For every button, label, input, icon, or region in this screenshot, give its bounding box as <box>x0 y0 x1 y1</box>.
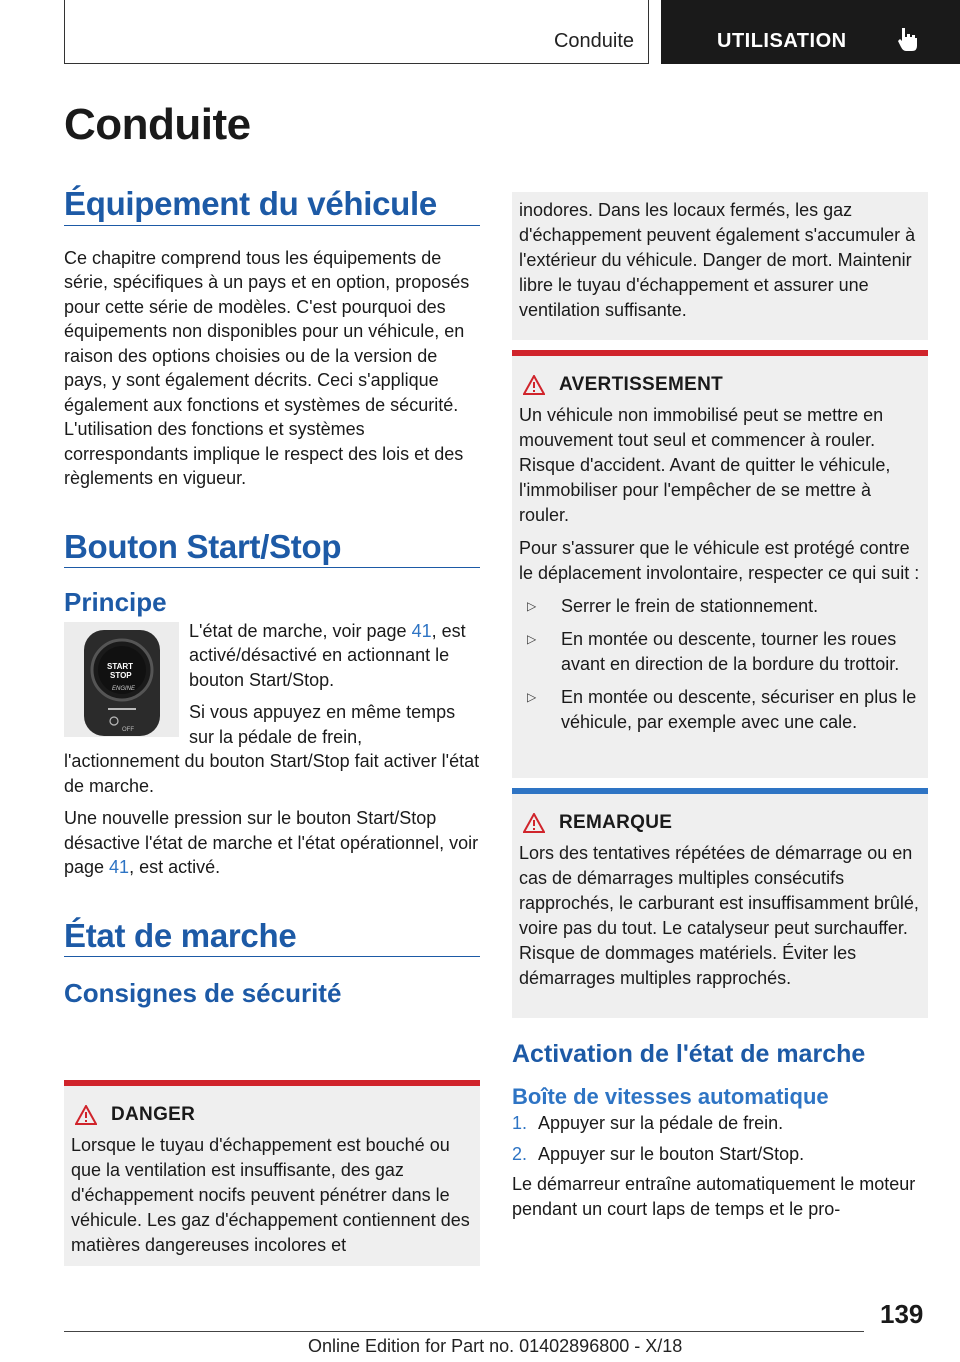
list-item <box>519 627 921 677</box>
step-number: 2. <box>512 1143 528 1164</box>
photo-label-start: START <box>107 661 134 671</box>
photo-label-off: OFF <box>122 726 134 733</box>
heading-etat-de-marche: État de marche <box>64 924 480 958</box>
avertissement-box <box>512 350 928 778</box>
hand-pointer-icon <box>897 26 919 52</box>
remarque-text: Lors des tentatives répétées de démarrage ou en cas de démarrages multiples consécutifs rapprochés, le carburant est insuffisamment brûlé, voire pas du tout. Le catalyseur peut surchauffer. Risque de dommages matériels. Éviter les démarrages multiples rapprochés. <box>519 843 919 988</box>
page-link-41-second[interactable]: 41 <box>109 857 130 877</box>
avertissement-text-1: Un véhicule non immobilisé peut se mettre en mouvement tout seul et commencer à rouler. Risque d'accident. Avant de quitter le véhicule, l'immobiliser pour l'empêcher de se mettre à rouler. <box>519 405 891 525</box>
heading-boite-vitesses-auto: Boîte de vitesses automatique <box>512 1083 829 1109</box>
warning-triangle-icon <box>523 375 545 395</box>
step-number: 1. <box>512 1113 528 1133</box>
footer-divider <box>64 1331 864 1332</box>
right-column-lower <box>512 1042 928 1229</box>
principe-p1-text-end: , est activé/désactivé en actionnant le bouton Start/Stop. <box>189 620 466 690</box>
list-item-text: En montée ou descente, tourner les roues avant en direction de la bordure du trottoir. <box>561 629 900 674</box>
avertissement-header <box>519 372 921 397</box>
list-item <box>519 685 921 735</box>
page-number: 139 <box>880 1299 924 1329</box>
remarque-label: REMARQUE <box>559 812 673 833</box>
remarque-box <box>512 788 928 1018</box>
principe-p3-text: Une nouvelle pression sur le bouton Start/Stop désactive l'état de marche et l'état opérationnel, voir page <box>64 808 479 877</box>
principe-paragraph-3 <box>64 806 480 880</box>
danger-text: Lorsque le tuyau d'échappement est bouché ou que la ventilation est insuffisante, des gaz d'échappement nocifs peuvent pénétrer dans le véhicule. Les gaz d'échappement contiennent des matières dangereuses incolores et <box>71 1135 470 1255</box>
list-item-text: Serrer le frein de stationnement. <box>561 596 819 616</box>
heading-bouton-start-stop: Bouton Start/Stop <box>64 535 480 569</box>
triangle-bullet-icon: ▷ <box>527 632 537 646</box>
running-header-chapter <box>661 0 960 64</box>
photo-label-engine: ENGINE <box>112 685 136 692</box>
running-header-section <box>64 0 649 64</box>
photo-label-stop: STOP <box>110 670 132 680</box>
danger-continued-text: inodores. Dans les locaux fermés, les gaz d'échappement peuvent également s'accumuler à l'extérieur du véhicule. Danger de mort. Maintenir libre le tuyau d'échappement et assurer une ventilation suffisante. <box>519 200 916 320</box>
page-title: Conduite <box>64 100 251 149</box>
principe-p3-text-end: , est activé. <box>129 857 221 877</box>
page-link-41[interactable]: 41 <box>411 620 432 641</box>
closing-paragraph: Le démarreur entraîne automatiquement le moteur pendant un court laps de temps et le pro- <box>512 1174 916 1219</box>
danger-box <box>64 1080 480 1266</box>
triangle-bullet-icon: ▷ <box>527 599 537 613</box>
principe-p1-text: L'état de marche, voir page <box>189 620 412 641</box>
danger-label: DANGER <box>111 1104 196 1125</box>
heading-principe: Principe <box>64 587 167 617</box>
header-section-label: Conduite <box>553 30 634 52</box>
list-item <box>512 1111 928 1136</box>
principe-paragraph-2: Si vous appuyez en même temps sur la pédale de frein, l'actionnement du bouton Start/Stop fait activer l'état de marche. <box>64 702 480 796</box>
triangle-bullet-icon: ▷ <box>527 690 537 704</box>
heading-activation-etat-marche: Activation de l'état de marche <box>512 1040 866 1068</box>
footer-edition: Online Edition for Part no. 01402896800 - X/18 <box>308 1336 683 1356</box>
heading-consignes-securite: Consignes de sécurité <box>64 978 342 1008</box>
warning-triangle-icon <box>523 813 545 833</box>
heading-equipement: Équipement du véhicule <box>64 192 480 226</box>
left-column <box>64 185 480 1008</box>
start-stop-button-photo <box>64 622 179 737</box>
step-text: Appuyer sur la pédale de frein. <box>538 1113 784 1133</box>
danger-header <box>71 1102 473 1127</box>
list-item-text: En montée ou descente, sécuriser en plus le véhicule, par exemple avec une cale. <box>561 687 917 732</box>
header-chapter-label: UTILISATION <box>717 30 847 52</box>
avertissement-label: AVERTISSEMENT <box>559 374 724 395</box>
list-item <box>512 1142 928 1167</box>
list-item <box>519 594 921 619</box>
remarque-header <box>519 810 921 835</box>
danger-box-continued <box>512 192 928 340</box>
avertissement-text-2: Pour s'assurer que le véhicule est protégé contre le déplacement involontaire, respecter ce qui suit : <box>519 538 920 583</box>
equipement-paragraph: Ce chapitre comprend tous les équipements de série, spécifiques à un pays et en option, proposés pour cette série de modèles. C'est pourquoi des équipements non disponibles pour un véhicule, en raison des options choisies ou de la version de pays, y sont également décrits. Ceci s'applique également aux fonctions et systèmes de sécurité. L'utilisation des fonctions et systèmes correspondants implique le respect des lois et des règlements en vigueur. <box>64 247 470 488</box>
step-text: Appuyer sur le bouton Start/Stop. <box>538 1143 805 1164</box>
warning-triangle-icon <box>75 1105 97 1125</box>
